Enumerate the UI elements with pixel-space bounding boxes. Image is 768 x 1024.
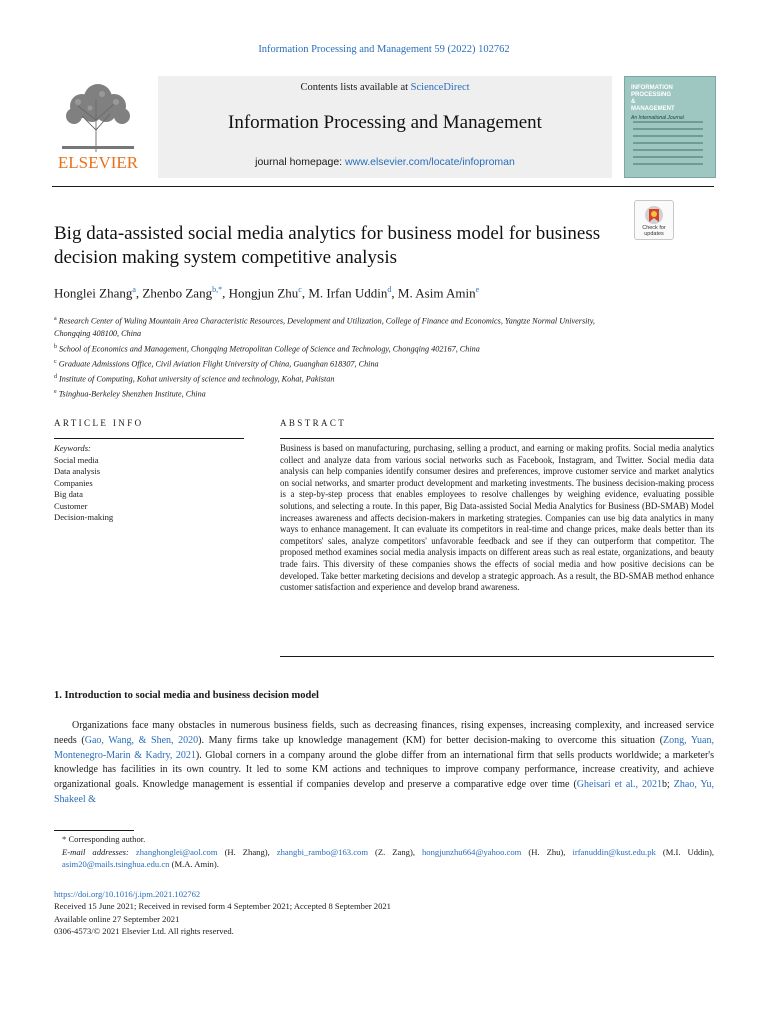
elsevier-logo[interactable] [52,80,144,172]
citation-link[interactable]: Zhao, Yu, Shakeel & [54,779,715,805]
elsevier-tree-icon [52,80,144,172]
homepage-prefix: journal homepage: [255,156,346,168]
homepage-line [158,156,612,168]
journal-cover-thumbnail[interactable] [624,76,716,178]
affiliation-marker[interactable]: e [475,285,480,294]
affiliation-label: b [54,343,57,350]
affiliation-item [54,386,614,401]
citation-link[interactable]: Zong, Yuan, Montenegro-Marin & Kadry, 2021 [54,734,714,761]
contents-line [158,82,612,93]
keywords-list [54,443,244,524]
author-name[interactable]: Hongjun Zhu [228,285,299,301]
affiliation-label: e [54,389,57,396]
received-dates: Received 15 June 2021; Received in revised form 4 September 2021; Accepted 8 September 2021 [54,901,391,912]
affiliation-list [54,313,614,402]
journal-title: Information Processing and Management [228,112,542,133]
keywords-heading: Keywords: [54,443,91,453]
email-owner: (M.A. Amin). [169,859,219,870]
cover-subtitle: An International Journal [631,115,684,121]
contents-prefix: Contents lists available at [300,82,411,93]
author-list [54,285,674,301]
affiliation-text: Graduate Admissions Office, Civil Aviation Flight University of China, Guanghan 618307, China [58,359,379,369]
abstract-bottom-rule [280,656,714,657]
citation-link[interactable]: Gheisari et al., 2021 [576,779,663,791]
abstract-rule [280,438,714,439]
footnote-rule [54,830,134,831]
journal-header [158,76,612,178]
email-addresses [54,846,714,871]
email-link[interactable]: asim20@mails.tsinghua.edu.cn [62,859,170,870]
email-owner: (H. Zhang), [217,846,277,857]
affiliation-text: School of Economics and Management, Chongqing Metropolitan College of Science and Technology, Chongqing 402167, China [59,344,480,354]
keyword-item: Social media [54,454,99,465]
affiliation-text: Institute of Computing, Kohat university of science and technology, Kohat, Pakistan [59,374,335,384]
cover-title-line: & [631,99,636,105]
cover-decoration [633,121,703,170]
affiliation-marker[interactable]: c [298,285,302,294]
intro-text-part: ). Global corners in a company around the globe differ from an international firm that sells products worldwide; a marketer's knowledge has facilities in its own country. It led to some KM actions and techniques to improve company performance, increase creativity, and achieve organizational goals. Knowledge management is essential if companies develop and preserve a comparative edge over time ( [54,749,714,791]
header-divider [52,186,714,187]
journal-reference-link[interactable]: Information Processing and Management 59 (2022) 102762 [258,44,510,55]
intro-text-part: ). Many firms take up knowledge management (KM) for better decision-making to overcome this situation ( [198,734,664,746]
author-name[interactable]: Honglei Zhang [54,285,133,301]
affiliation-item [54,341,614,356]
affiliation-item [54,313,614,341]
email-owner: (M.I. Uddin), [655,846,715,857]
author-name[interactable]: M. Irfan Uddin [308,285,388,301]
intro-text-part: Organizations face many obstacles in numerous business fields, such as decreasing finances, rising expenses, increasing complexity, and increased service needs ( [54,720,714,746]
check-for-updates-button[interactable] [634,200,674,240]
author-separator: , [391,285,398,301]
affiliation-label: d [54,374,57,381]
author-separator: , [301,285,309,301]
article-title: Big data-assisted social media analytics for business model for business decision making system competitive analysis [54,223,601,268]
author-separator: , [135,285,143,301]
affiliation-marker[interactable]: b,* [212,285,223,294]
available-online: Available online 27 September 2021 [54,913,180,924]
copyright-notice: 0306-4573/© 2021 Elsevier Ltd. All rights reserved. [54,925,234,936]
section-heading: 1. Introduction to social media and business decision model [54,690,319,701]
affiliation-label: c [54,358,57,365]
keyword-item: Customer [54,500,88,511]
publication-info [54,888,714,937]
publisher-name: ELSEVIER [57,153,139,172]
keyword-item: Data analysis [54,466,101,476]
footnotes [54,833,714,871]
keyword-item: Companies [54,477,93,488]
abstract-heading: ABSTRACT [280,418,347,428]
article-info-heading: ARTICLE INFO [54,418,144,428]
author-separator: , [222,285,229,301]
corresponding-author-note: * Corresponding author. [62,834,146,844]
cover-title-line: PROCESSING [631,92,672,98]
sciencedirect-link[interactable]: ScienceDirect [410,82,470,93]
affiliation-text: Tsinghua-Berkeley Shenzhen Institute, China [58,390,206,400]
cover-title [631,85,711,122]
abstract-text: Business is based on manufacturing, purchasing, selling a product, and earning or making profits. Social media analytics collect and analyze data from various social networks such as Facebook, Instagram, and Twitter. Social media data analysis can help companies identify consumer desires and preferences, improve customer service and market analytics on social networks, and smarter product development and marketing investments. The business decision-making process is a step-by-step process that enables employees to resolve challenges by weighing evidence, evaluating possible solutions, and selecting a route. In this paper, Big Data-assisted Social Media Analytics for Business (BD-SMAB) Model increases awareness and affects decision-makers in marketing strategies. Companies can use big data analytics in many ways to enhance management. It can evaluate its competitors in real-time and change prices, make deals better than its competitors' sales, analyze competitors' unfavorable feedback and see if they can outperform that competitor. The proposed method examines social media analysis impacts on different areas such as real estate, organizations, and beauty trade fairs. This diversity of these companies shows the effects of social media and how positive decisions can be developed. Take better marketing decisions and develop a strategic approach. As a result, the BD-SMAB method enhance customer satisfaction and experience and develop brand awareness. [280,443,714,593]
email-owner: (H. Zhu), [521,846,573,857]
check-for-updates-label: Check for updates [642,225,666,237]
email-label: E-mail addresses: [62,846,129,857]
affiliation-marker[interactable]: a [132,285,136,294]
keyword-item: Decision-making [54,512,114,522]
homepage-link[interactable]: www.elsevier.com/locate/infoproman [345,156,515,168]
email-owner: (Z. Zang), [368,846,422,857]
affiliation-label: a [54,316,57,322]
email-link[interactable]: hongjunzhu664@yahoo.com [422,846,522,857]
email-link[interactable]: zhangbi_rambo@163.com [276,846,369,857]
cover-title-line: MANAGEMENT [631,106,675,112]
intro-paragraph [54,719,714,808]
affiliation-item [54,371,614,386]
email-link[interactable]: irfanuddin@kust.edu.pk [572,846,656,857]
author-name[interactable]: M. Asim Amin [397,285,476,301]
author-name[interactable]: Zhenbo Zang [142,285,213,301]
intro-text-part: b; [662,779,674,791]
affiliation-text: Research Center of Wuling Mountain Area Characteristic Resources, Development and Utilization, College of Finance and Economics, Yangtze Normal University, Chongqing 408100, China [54,316,595,339]
doi-link[interactable]: https://doi.org/10.1016/j.ipm.2021.102762 [54,889,201,899]
affiliation-item [54,356,614,371]
article-info-rule [54,438,244,439]
email-link[interactable]: zhanghonglei@aol.com [135,846,218,857]
crossmark-icon [644,205,664,225]
keyword-item: Big data [54,489,83,499]
affiliation-marker[interactable]: d [387,285,392,294]
cover-title-line: INFORMATION [631,85,673,91]
citation-link[interactable]: Gao, Wang, & Shen, 2020 [84,734,199,746]
